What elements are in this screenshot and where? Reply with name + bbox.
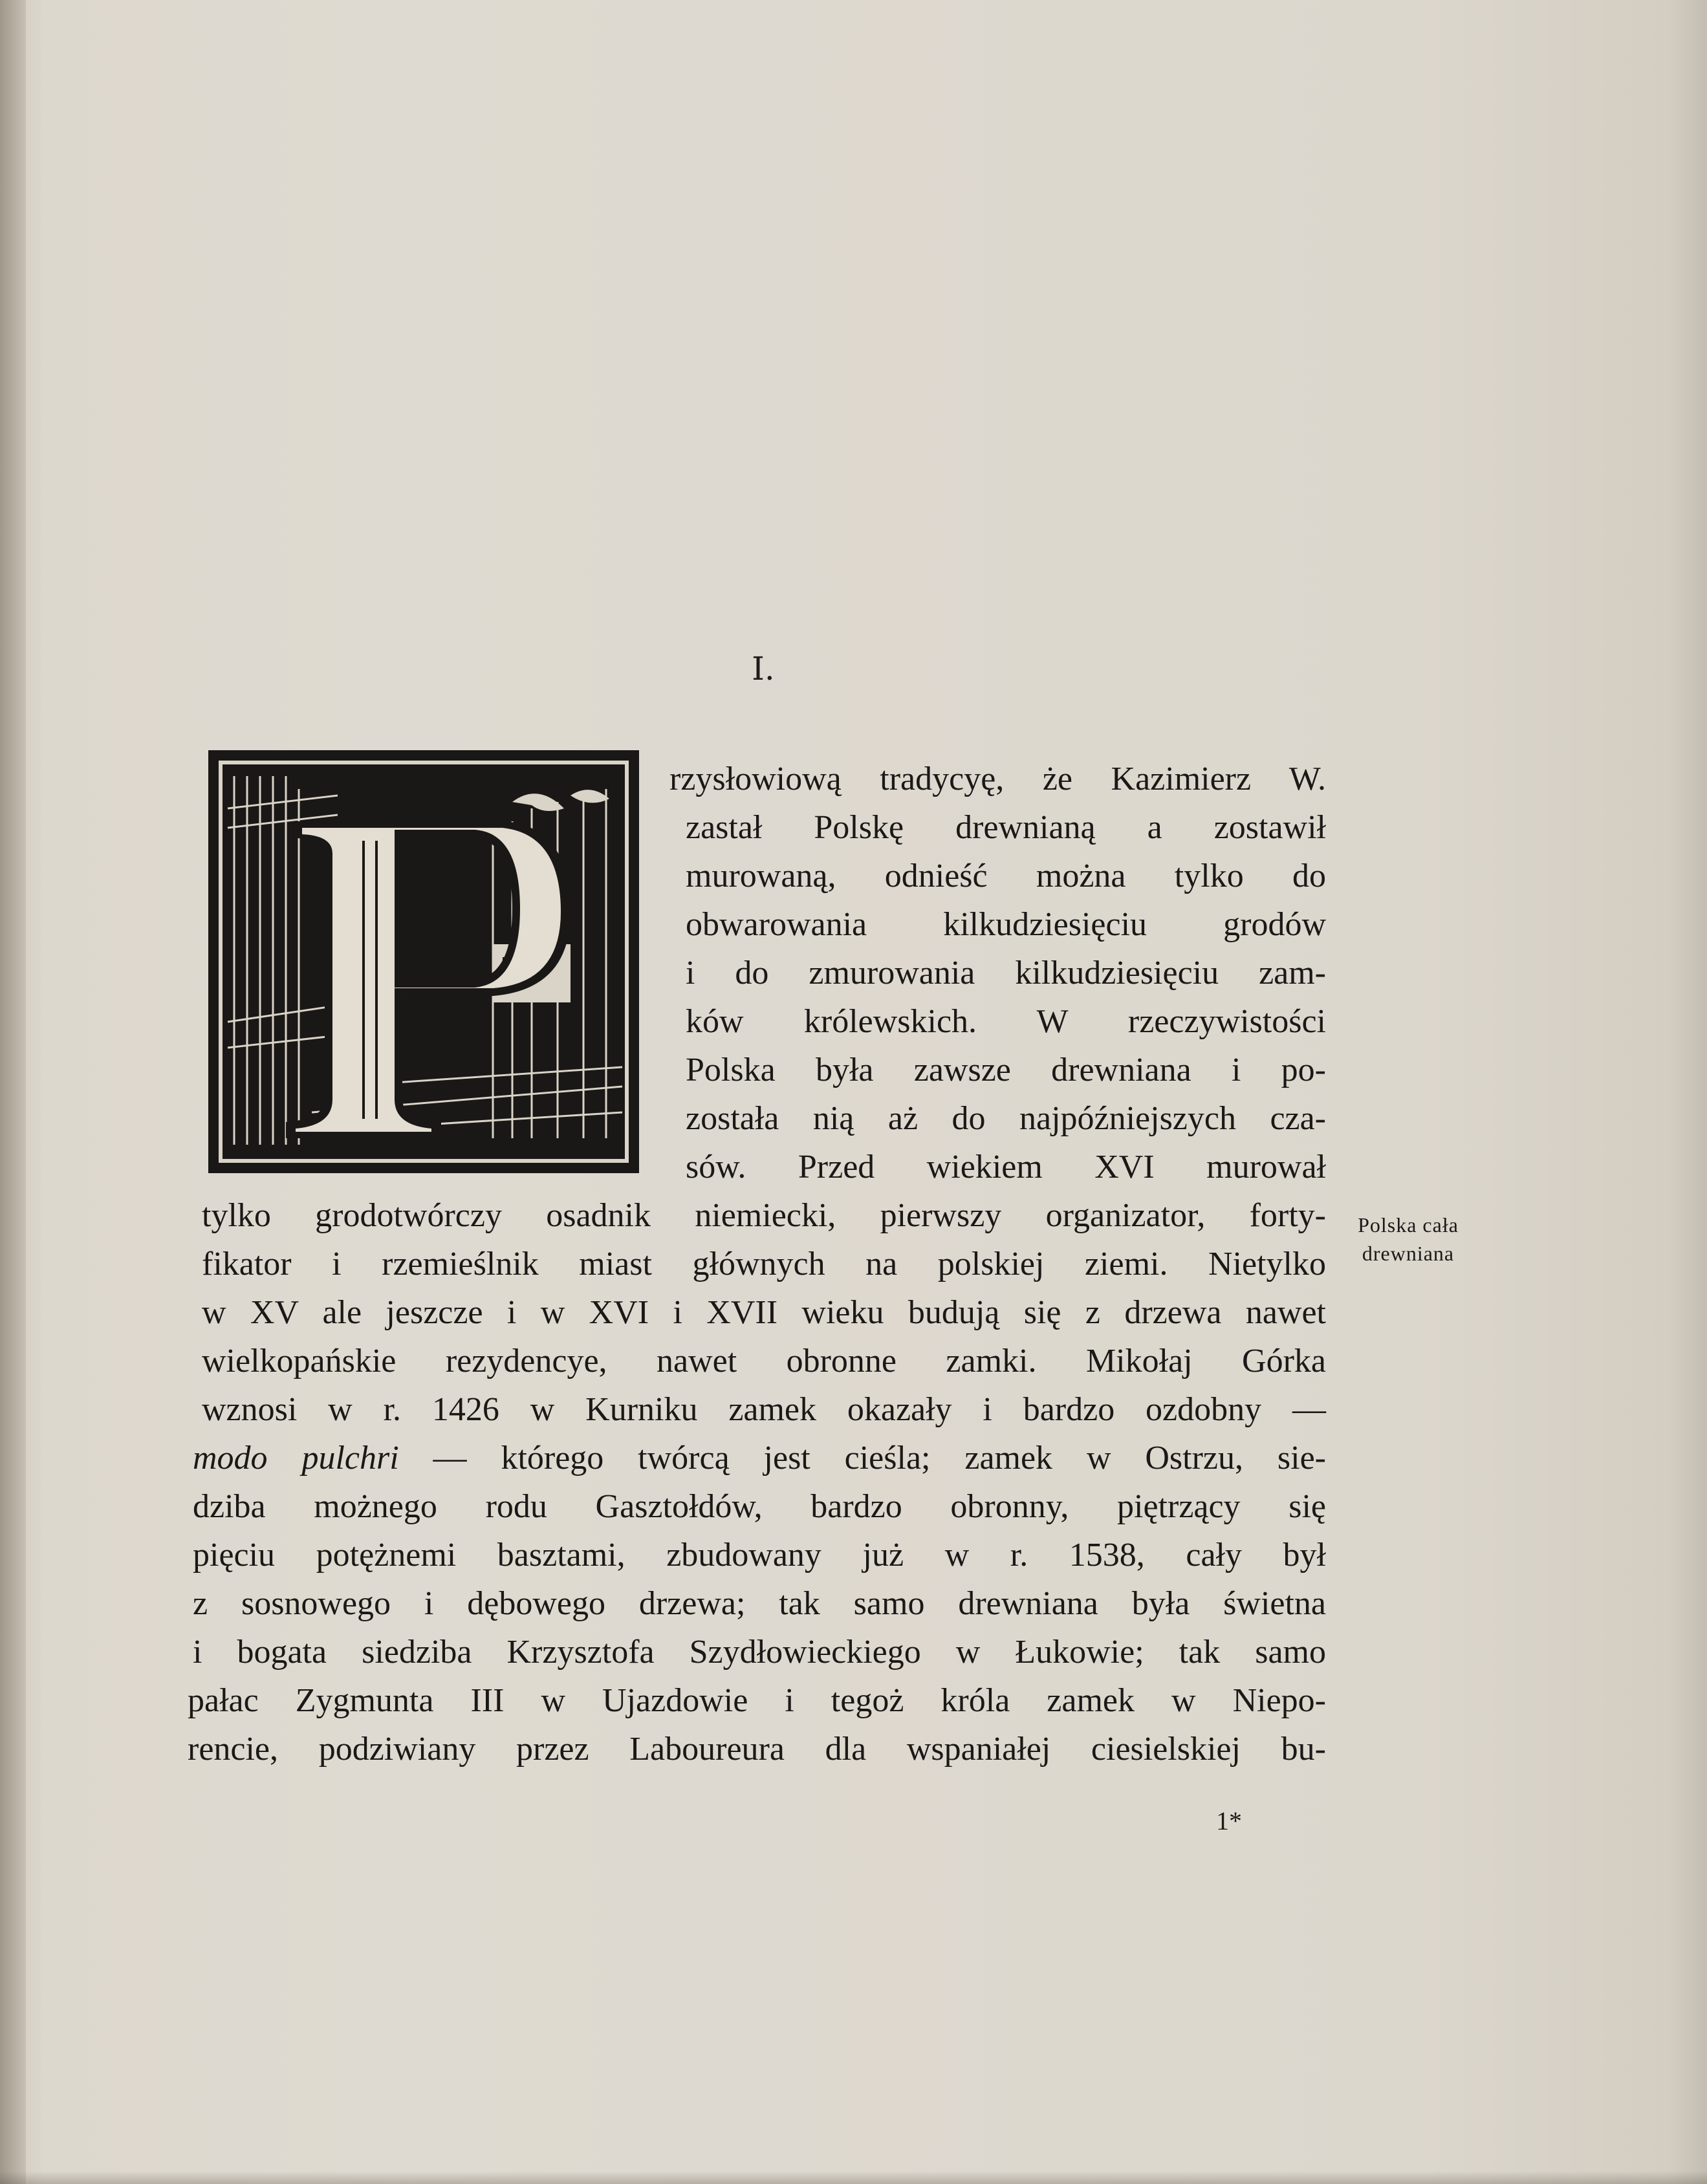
text-line: wznosi w r. 1426 w Kurniku zamek okazały i bardzo ozdobny — (202, 1391, 1326, 1428)
text-line: pałac Zygmunta III w Ujazdowie i tegoż króla zamek w Niepo- (188, 1682, 1326, 1719)
text-line: pięciu potężnemi basztami, zbudowany już w r. 1538, cały był (193, 1537, 1326, 1573)
text-line: sów. Przed wiekiem XVI murował (686, 1149, 1326, 1185)
text-line: dziba możnego rodu Gasztołdów, bardzo obronny, piętrzący się (193, 1488, 1326, 1525)
page-shadow (0, 2171, 1707, 2184)
text-line: rzysłowiową tradycyę, że Kazimierz W. (669, 761, 1326, 797)
text-line: fikator i rzemieślnik miast głównych na polskiej ziemi. Nietylko (202, 1246, 1326, 1282)
text-line: rencie, podziwiany przez Laboureura dla wspaniałej ciesielskiej bu- (188, 1731, 1326, 1768)
text-line: i bogata siedziba Krzysztofa Szydłowieckiego w Łukowie; tak samo (193, 1634, 1326, 1670)
page-gutter (0, 0, 26, 2184)
text-line: z sosnowego i dębowego drzewa; tak samo drewniana była świetna (193, 1585, 1326, 1622)
margin-note-line: Polska cała (1358, 1213, 1459, 1237)
text-line: tylko grodotwórczy osadnik niemiecki, pierwszy organizator, forty- (202, 1197, 1326, 1234)
margin-note (1334, 1211, 1483, 1268)
text-line: została nią aż do najpóźniejszych cza- (686, 1100, 1326, 1137)
text-line: w XV ale jeszcze i w XVI i XVII wieku budują się z drzewa nawet (202, 1294, 1326, 1331)
text-line: murowaną, odnieść można tylko do (686, 858, 1326, 894)
signature-mark: 1* (1216, 1806, 1242, 1835)
text-line: ków królewskich. W rzeczywistości (686, 1003, 1326, 1040)
text-line: wielkopańskie rezydencye, nawet obronne zamki. Mikołaj Górka (202, 1343, 1326, 1379)
text-line (193, 1439, 1326, 1478)
margin-note-line: drewniana (1362, 1242, 1455, 1265)
text-line: zastał Polskę drewnianą a zostawił (686, 809, 1326, 846)
chapter-number: I. (752, 650, 775, 687)
latin-phrase: modo pulchri (193, 1440, 399, 1476)
text-line: obwarowania kilkudziesięciu grodów (686, 906, 1326, 943)
text-span: — którego twórcą jest cieśla; zamek w Ostrzu, sie- (398, 1440, 1326, 1476)
text-line: Polska była zawsze drewniana i po- (686, 1052, 1326, 1088)
decorated-initial (208, 750, 639, 1173)
text-line: i do zmurowania kilkudziesięciu zam- (686, 955, 1326, 991)
